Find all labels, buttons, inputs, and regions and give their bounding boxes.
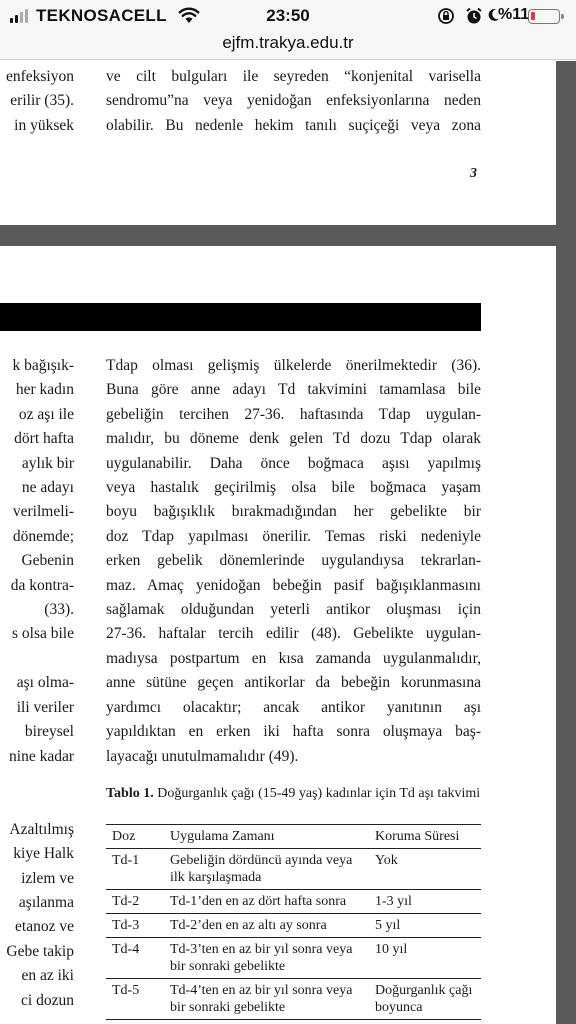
text-line [0,793,74,817]
table-caption-label: Tablo 1. [106,786,154,801]
text-line: her kadın [15,381,74,399]
text-line: yapıldıktan en erken iki hafta sonra oluşmaya baş- [106,723,481,741]
text-line [0,647,74,671]
text-line: etanoz ve [15,918,74,936]
column-header: Uygulama Zamanı [170,829,275,844]
table-row [106,979,481,1020]
text-line: k bağışık- [12,357,74,374]
text-line: boyu bağışıklık bırakmadığından her gebelikte bir [106,503,481,521]
table-cell: Gebeliğin dördüncü ayında veya ilk karşılaşmada [170,853,353,885]
text-line: enfeksiyon [5,68,74,85]
text-line: aylık bir [21,454,74,472]
table-cell: Td-2 [112,894,140,909]
table-caption-text: Doğurganlık çağı (15-49 yaş) kadınlar için Td aşı takvimi [157,786,481,801]
text-line: malıdır, bu döneme denk gelen Td dozu Tdap olarak [106,430,481,448]
table-cell: 10 yıl [375,942,408,957]
table-cell: Td-5 [112,983,140,998]
text-line: aşılanma [18,893,74,911]
text-line: doz Tdap yapılması önerilir. Temas riski nedeniyle [106,527,481,545]
table-row [106,849,481,890]
table-row [106,914,481,938]
section-header-bar [0,303,481,331]
text-line: Gebe takip [6,942,74,960]
table-cell: Td-4’ten en az bir yıl sonra veya bir sonraki gebelikte [170,983,353,1015]
text-line: in yüksek [14,116,74,134]
text-line: aşı olma- [16,674,74,692]
text-line: ili veriler [16,698,74,716]
table-cell: Td-4 [112,942,140,957]
status-bar [0,0,576,32]
table-cell: 5 yıl [375,918,401,933]
page-3 [0,61,556,225]
left-column-fragments [0,65,74,138]
text-line: veya hastalık geçirilmiş olsa bile boğmaca yaşam [106,479,481,497]
orientation-lock-icon [437,7,455,25]
td-schedule-table [106,824,481,1020]
table-cell: Td-2’den en az altı ay sonra [170,918,327,933]
text-line: sağlamak olduğundan yeterli antikor oluşması için [106,601,481,619]
column-header: Doz [112,829,136,844]
table-caption [106,785,481,802]
table-cell: Doğurganlık çağı boyunca [375,983,473,1015]
text-line: anne sütüne geçen antikorlar da bebeğin korunmasına [106,674,481,692]
text-line: Buna göre anne adayı Td takvimini tamamlasa bile [106,381,481,399]
battery-icon [528,9,560,24]
text-line: verilmeli- [12,503,74,521]
text-line: nine kadar [9,747,74,765]
text-line: dönemde; [12,527,74,545]
text-line: Gebenin [21,552,74,570]
table-cell: Td-1 [112,853,140,868]
document-viewer[interactable] [0,61,576,1024]
text-line: madıysa postpartum en kısa zamanda uygulanmalıdır, [106,649,481,667]
text-line: 27-36. haftalar tercih edilir (48). Gebelikte uygulan- [106,625,481,643]
text-line: izlem ve [21,869,74,887]
url-bar[interactable]: ejfm.trakya.edu.tr [0,32,576,60]
table-header-row [106,825,481,849]
text-line: ci dozun [21,991,74,1009]
table-cell: 1-3 yıl [375,894,412,909]
text-line: s olsa bile [12,625,74,643]
right-column-text [106,354,481,769]
text-line: maz. Amaç yenidoğan bebeğin pasif bağışıklanmasını [106,576,481,594]
right-column-text [106,65,481,138]
carrier-name: TEKNOSACELL [36,6,167,25]
table-cell: Yok [375,853,398,868]
alarm-icon [465,7,483,25]
text-line: kiye Halk [13,845,74,863]
text-line: Tdap olması gelişmiş ülkelerde önerilmektedir (36). [106,357,481,374]
page-number: 3 [470,166,477,181]
table-cell: Td-3 [112,918,140,933]
text-line: erilir (35). [10,92,74,110]
text-line: yardımcı olacaktır; ancak antikor yanıtının aşı [106,698,481,716]
table-row [106,890,481,914]
text-line: ne adayı [21,479,74,497]
page-4 [0,246,556,1024]
text-line: ve cilt bulguları ile seyreden “konjenital varisella [106,68,481,85]
text-line: gebeliğin tercihen 27-36. haftasında Tdap uygulan- [106,405,481,423]
text-line: en az iki [21,967,74,985]
table-row [106,938,481,979]
column-header: Koruma Süresi [375,829,460,844]
left-column-fragments [0,354,74,1013]
text-line: oz aşı ile [18,405,74,423]
text-line: da kontra- [10,576,74,594]
text-line: layacağı unutulmamalıdır (49). [106,747,299,765]
text-line: Azaltılmış [9,820,74,838]
table-cell: Td-1’den en az dört hafta sonra [170,894,347,909]
text-line: (33). [44,601,74,619]
text-line: uygulanabilir. Daha önce boğmaca aşısı yapılmış [106,454,481,472]
text-line: sendromu”na veya yenidoğan enfeksiyonlarına neden [106,92,481,110]
text-line: dört hafta [14,430,74,448]
table-cell: Td-3’ten en az bir yıl sonra veya bir sonraki gebelikte [170,942,353,974]
battery-percent: %11 [498,6,530,23]
text-line: olabilir. Bu nedenle hekim tanılı suçiçeği veya zona [106,116,481,134]
text-line [0,769,74,793]
text-line: erken gebelik dönemlerinde uygulandıysa tekrarlan- [106,552,481,570]
text-line: bireysel [24,723,74,741]
clock: 23:50 [266,6,310,25]
